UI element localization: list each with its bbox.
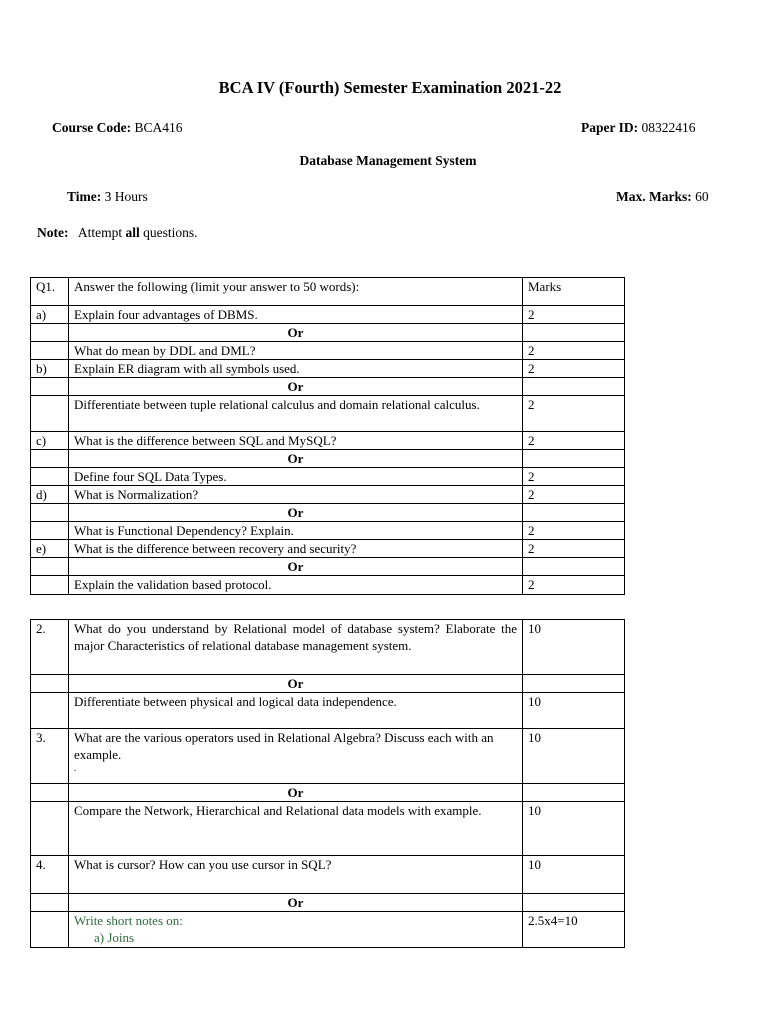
question-marks: 2 [523,540,625,558]
note [37,225,198,241]
question-text: Compare the Network, Hierarchical and Relational data models with example. [69,802,523,856]
question-marks: 2.5x4=10 [523,912,625,948]
question-text: Define four SQL Data Types. [69,468,523,486]
question-marks: 2 [523,360,625,378]
question-instruction: Answer the following (limit your answer to 50 words): [69,278,523,306]
course-code-value: BCA416 [134,120,183,135]
note-text-bold: all [125,225,140,240]
question-cell [69,729,523,784]
question-number [31,912,69,948]
or-label: Or [69,378,523,396]
table-row [31,729,625,784]
table-row [31,856,625,894]
row-label: d) [31,486,69,504]
stray-mark: . [74,763,77,773]
time [67,189,148,205]
course-code-label: Course Code: [52,120,132,135]
table-row [31,912,625,948]
question-text: What do mean by DDL and DML? [69,342,523,360]
question-text: What is Functional Dependency? Explain. [69,522,523,540]
time-value: 3 Hours [104,189,148,204]
max-marks [616,189,709,205]
question-number: 3. [31,729,69,784]
question-text: Write short notes on: [74,913,183,928]
or-label: Or [69,324,523,342]
table-row [31,342,625,360]
or-label: Or [69,894,523,912]
or-row [31,378,625,396]
question-text: What is the difference between SQL and MySQL? [69,432,523,450]
question-table-1 [30,277,625,595]
row-label [31,396,69,432]
table-row [31,306,625,324]
row-label [31,576,69,595]
question-number [31,693,69,729]
max-marks-label: Max. Marks: [616,189,692,204]
question-number: 4. [31,856,69,894]
note-label: Note: [37,225,69,240]
row-label: e) [31,540,69,558]
row-label: c) [31,432,69,450]
table-row [31,360,625,378]
row-label: b) [31,360,69,378]
or-label: Or [69,784,523,802]
table-row [31,522,625,540]
row-label: a) [31,306,69,324]
row-label [31,522,69,540]
table-row [31,620,625,675]
question-text: What is cursor? How can you use cursor in SQL? [69,856,523,894]
question-text: Differentiate between physical and logical data independence. [69,693,523,729]
course-code [52,120,183,136]
table-row [31,802,625,856]
table-row [31,432,625,450]
question-marks: 2 [523,306,625,324]
max-marks-value: 60 [695,189,709,204]
question-text: Explain the validation based protocol. [69,576,523,595]
question-marks: 2 [523,468,625,486]
or-row [31,504,625,522]
paper-id [581,120,696,136]
paper-id-label: Paper ID: [581,120,639,135]
question-marks: 10 [523,856,625,894]
question-cell [69,912,523,948]
table-row [31,540,625,558]
paper-id-value: 08322416 [641,120,696,135]
question-marks: 10 [523,802,625,856]
time-label: Time: [67,189,102,204]
question-number: 2. [31,620,69,675]
question-text: Explain ER diagram with all symbols used. [69,360,523,378]
question-text: What do you understand by Relational model of database system? Elaborate the major Characteristics of relational database management system. [69,620,523,675]
question-table-2 [30,619,625,948]
question-marks: 2 [523,522,625,540]
question-marks: 2 [523,576,625,595]
or-row [31,675,625,693]
subject-title: Database Management System [299,153,477,168]
row-label [31,342,69,360]
question-text: Differentiate between tuple relational calculus and domain relational calculus. [69,396,523,432]
question-number: Q1. [31,278,69,306]
question-marks: 10 [523,729,625,784]
question-number [31,802,69,856]
question-marks: 10 [523,620,625,675]
table-row [31,693,625,729]
question-marks: 10 [523,693,625,729]
question-text: What is the difference between recovery and security? [69,540,523,558]
question-marks: 2 [523,342,625,360]
or-row [31,558,625,576]
question-marks: 2 [523,432,625,450]
question-marks: 2 [523,396,625,432]
or-label: Or [69,558,523,576]
marks-header: Marks [523,278,625,306]
or-label: Or [69,504,523,522]
question-marks: 2 [523,486,625,504]
or-label: Or [69,450,523,468]
or-row [31,894,625,912]
table-row [31,468,625,486]
exam-title: BCA IV (Fourth) Semester Examination 2021-22 [218,78,562,97]
question-text: Explain four advantages of DBMS. [69,306,523,324]
table-row [31,576,625,595]
sub-item: a) Joins [94,930,135,945]
note-text-after: questions. [143,225,198,240]
or-row [31,450,625,468]
or-row [31,324,625,342]
table-row [31,486,625,504]
note-text-before: Attempt [77,225,123,240]
table-row [31,396,625,432]
row-label [31,468,69,486]
question-text: What is Normalization? [69,486,523,504]
or-label: Or [69,675,523,693]
or-row [31,784,625,802]
question-text: What are the various operators used in Relational Algebra? Discuss each with an example. [74,730,494,762]
table-header-row [31,278,625,306]
